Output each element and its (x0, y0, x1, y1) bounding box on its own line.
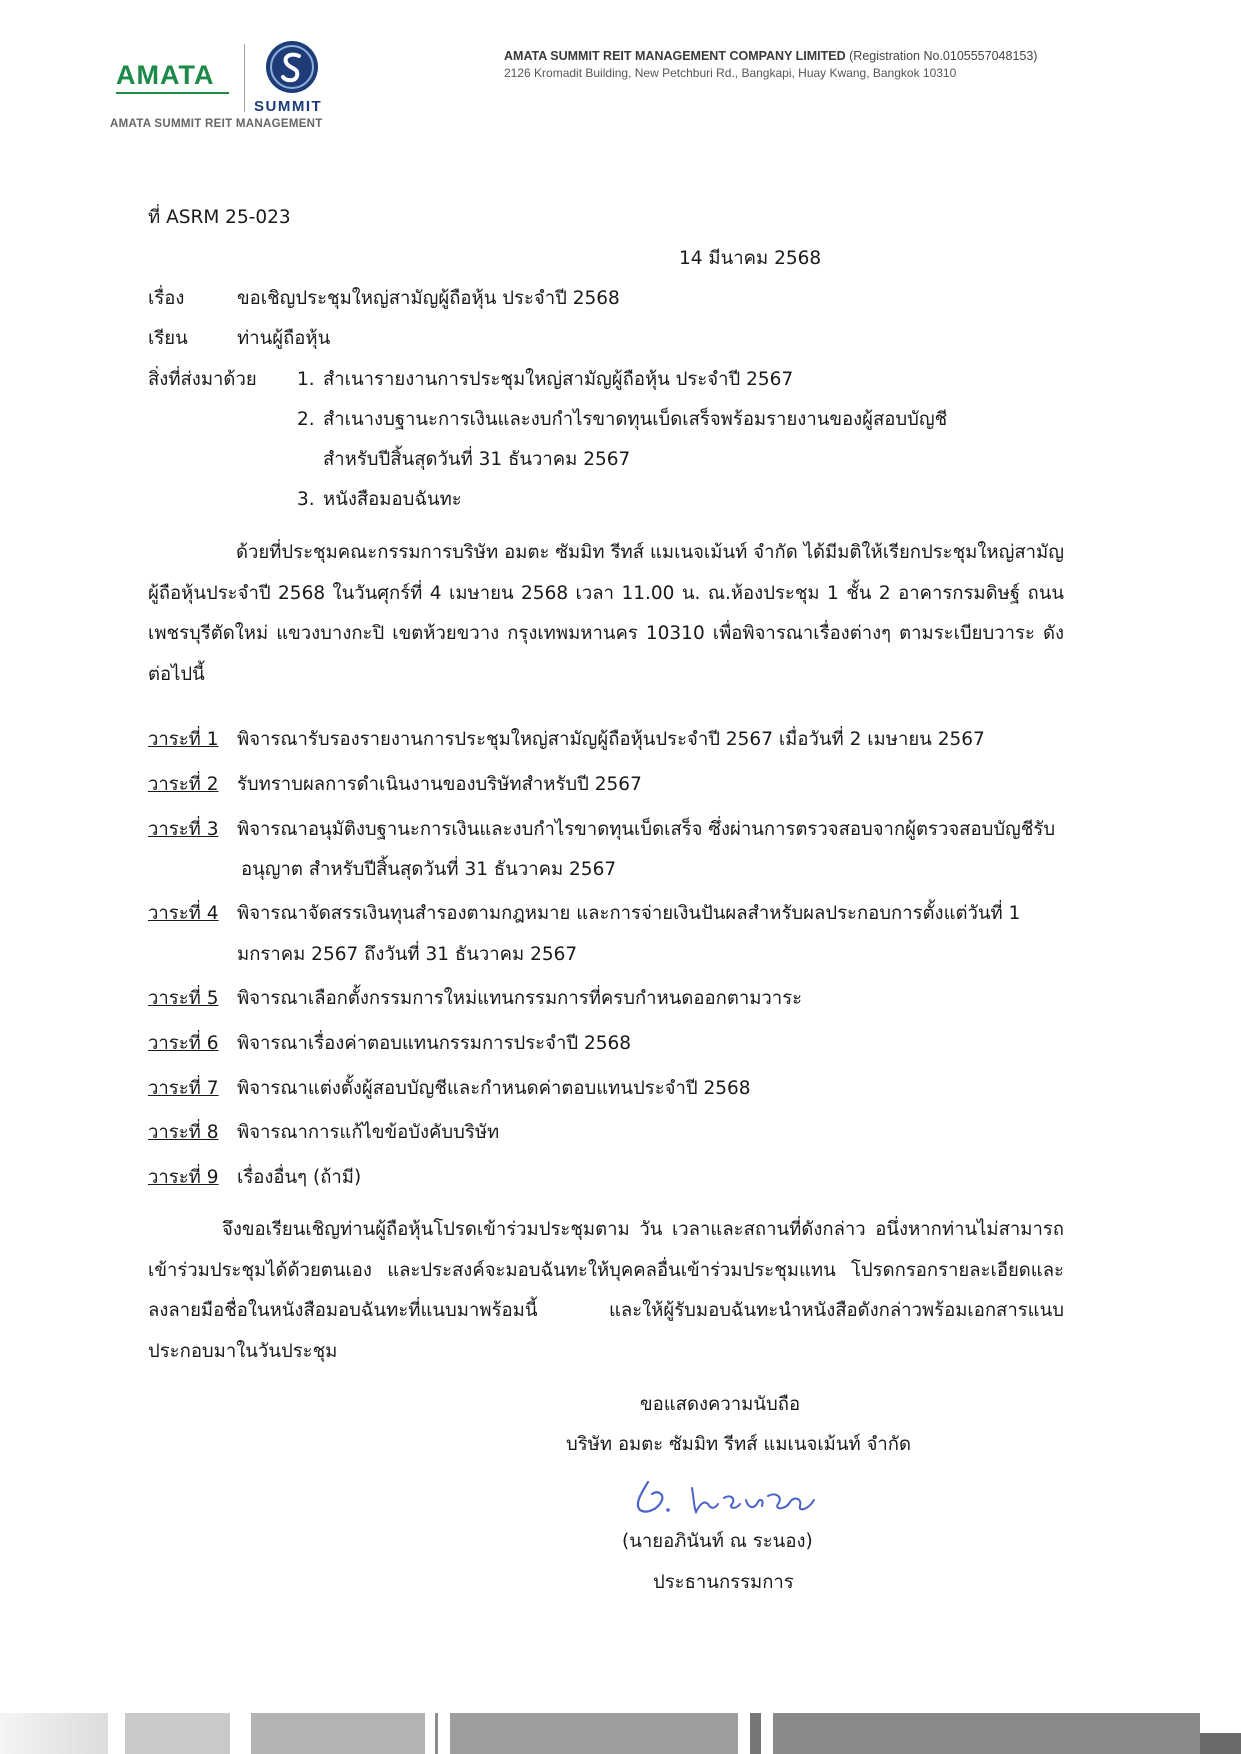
enclosure-text: สำเนางบฐานะการเงินและงบกำไรขาดทุนเบ็ดเสร็จพร้อมรายงานของผู้สอบบัญชี (323, 409, 948, 430)
signature (628, 1470, 838, 1522)
enclosure-num: 1. (297, 369, 315, 390)
signer-title: ประธานกรรมการ (653, 1572, 794, 1593)
agenda-text-cont: อนุญาต สำหรับปีสิ้นสุดวันที่ 31 ธันวาคม 2567 (241, 859, 617, 880)
registration-number: (Registration No.0105557048153) (849, 49, 1038, 63)
company-header (504, 49, 1037, 63)
company-name: AMATA SUMMIT REIT MANAGEMENT COMPANY LIMITED (504, 49, 846, 63)
amata-logo-text: AMATA (116, 60, 215, 90)
agenda-text: พิจารณาแต่งตั้งผู้สอบบัญชีและกำหนดค่าตอบแทนประจำปี 2568 (237, 1078, 751, 1099)
footer-bar (750, 1713, 761, 1754)
intro-paragraph (148, 533, 1064, 695)
footer-bar (773, 1713, 1200, 1754)
agenda-label: วาระที่ 6 (148, 1033, 219, 1054)
closing-text: จึงขอเรียนเชิญท่านผู้ถือหุ้นโปรดเข้าร่วมประชุมตาม วัน เวลาและสถานที่ดังกล่าว อนึ่งหากท่านไม่สามารถเข้าร่วมประชุมได้ด้วยตนเอง และประสงค์จะมอบฉันทะให้บุคคลอื่นเข้าร่วมประชุมแทน โปรดกรอกรายละเอียดและลงลายมือชื่อในหนังสือมอบฉันทะที่แนบมาพร้อมนี้ และให้ผู้รับมอบฉันทะนำหนังสือดังกล่าวพร้อมเอกสารแนบประกอบมาในวันประชุม (148, 1219, 1064, 1362)
footer-bar (251, 1713, 425, 1754)
enclosure-text: สำเนารายงานการประชุมใหญ่สามัญผู้ถือหุ้น ประจำปี 2567 (323, 369, 794, 390)
agenda-text: พิจารณาการแก้ไขข้อบังคับบริษัท (237, 1122, 500, 1143)
logo-subtitle: AMATA SUMMIT REIT MANAGEMENT (110, 118, 323, 130)
agenda-label: วาระที่ 1 (148, 729, 219, 750)
footer-bar (125, 1713, 230, 1754)
intro-text: ด้วยที่ประชุมคณะกรรมการบริษัท อมตะ ซัมมิท รีทส์ แมเนจเม้นท์ จำกัด ได้มีมติให้เรียกประชุมใหญ่สามัญผู้ถือหุ้นประจำปี 2568 ในวันศุกร์ที่ 4 เมษายน 2568 เวลา 11.00 น. ณ.ห้องประชุม 1 ชั้น 2 อาคารกรมดิษฐ์ ถนนเพชรบุรีตัดใหม่ แขวงบางกะปิ เขตห้วยขวาง กรุงเทพมหานคร 10310 เพื่อพิจารณาเรื่องต่างๆ ตามระเบียบวาระ ดังต่อไปนี้ (148, 542, 1064, 685)
reference-number: ที่ ASRM 25-023 (148, 207, 291, 228)
agenda-label: วาระที่ 5 (148, 988, 219, 1009)
signer-name: (นายอภินันท์ ณ ระนอง) (622, 1531, 813, 1552)
footer-bar (435, 1713, 438, 1754)
closing-paragraph (148, 1210, 1064, 1372)
footer-bar (0, 1713, 108, 1754)
agenda-text: รับทราบผลการดำเนินงานของบริษัทสำหรับปี 2567 (237, 774, 642, 795)
company-address: 2126 Kromadit Building, New Petchburi Rd., Bangkapi, Huay Kwang, Bangkok 10310 (504, 66, 957, 80)
agenda-text: พิจารณาเรื่องค่าตอบแทนกรรมการประจำปี 2568 (237, 1033, 632, 1054)
logo-divider (244, 44, 245, 112)
agenda-label: วาระที่ 2 (148, 774, 219, 795)
summit-logo-icon (265, 40, 319, 94)
agenda-text-cont: มกราคม 2567 ถึงวันที่ 31 ธันวาคม 2567 (237, 944, 578, 965)
agenda-text: พิจารณาอนุมัติงบฐานะการเงินและงบกำไรขาดทุนเบ็ดเสร็จ ซึ่งผ่านการตรวจสอบจากผู้ตรวจสอบบัญชีรับ (237, 819, 1056, 840)
company-name-thai: บริษัท อมตะ ซัมมิท รีทส์ แมเนจเม้นท์ จำกัด (566, 1434, 912, 1455)
agenda-label: วาระที่ 4 (148, 903, 219, 924)
to-text: ท่านผู้ถือหุ้น (237, 328, 331, 349)
enclosure-text: หนังสือมอบฉันทะ (323, 489, 462, 510)
summit-logo-text: SUMMIT (254, 98, 323, 115)
amata-logo-underline (116, 92, 229, 94)
agenda-text: พิจารณาเลือกตั้งกรรมการใหม่แทนกรรมการที่ครบกำหนดออกตามวาระ (237, 988, 803, 1009)
agenda-label: วาระที่ 7 (148, 1078, 219, 1099)
agenda-text: พิจารณารับรองรายงานการประชุมใหญ่สามัญผู้ถือหุ้นประจำปี 2567 เมื่อวันที่ 2 เมษายน 2567 (237, 729, 985, 750)
agenda-label: วาระที่ 9 (148, 1167, 219, 1188)
subject-text: ขอเชิญประชุมใหญ่สามัญผู้ถือหุ้น ประจำปี 2568 (237, 288, 620, 309)
enclosure-num: 2. (297, 409, 315, 430)
subject-label: เรื่อง (148, 288, 185, 309)
footer-bar (450, 1713, 738, 1754)
footer-bar (1200, 1733, 1241, 1754)
agenda-label: วาระที่ 3 (148, 819, 219, 840)
enclosure-label: สิ่งที่ส่งมาด้วย (148, 369, 257, 390)
agenda-label: วาระที่ 8 (148, 1122, 219, 1143)
agenda-text: เรื่องอื่นๆ (ถ้ามี) (237, 1167, 362, 1188)
enclosure-text-cont: สำหรับปีสิ้นสุดวันที่ 31 ธันวาคม 2567 (323, 449, 631, 470)
regards: ขอแสดงความนับถือ (640, 1394, 801, 1415)
enclosure-num: 3. (297, 489, 315, 510)
to-label: เรียน (148, 328, 188, 349)
letter-date: 14 มีนาคม 2568 (679, 248, 822, 269)
agenda-text: พิจารณาจัดสรรเงินทุนสำรองตามกฎหมาย และการจ่ายเงินปันผลสำหรับผลประกอบการตั้งแต่วันที่ 1 (237, 903, 1021, 924)
